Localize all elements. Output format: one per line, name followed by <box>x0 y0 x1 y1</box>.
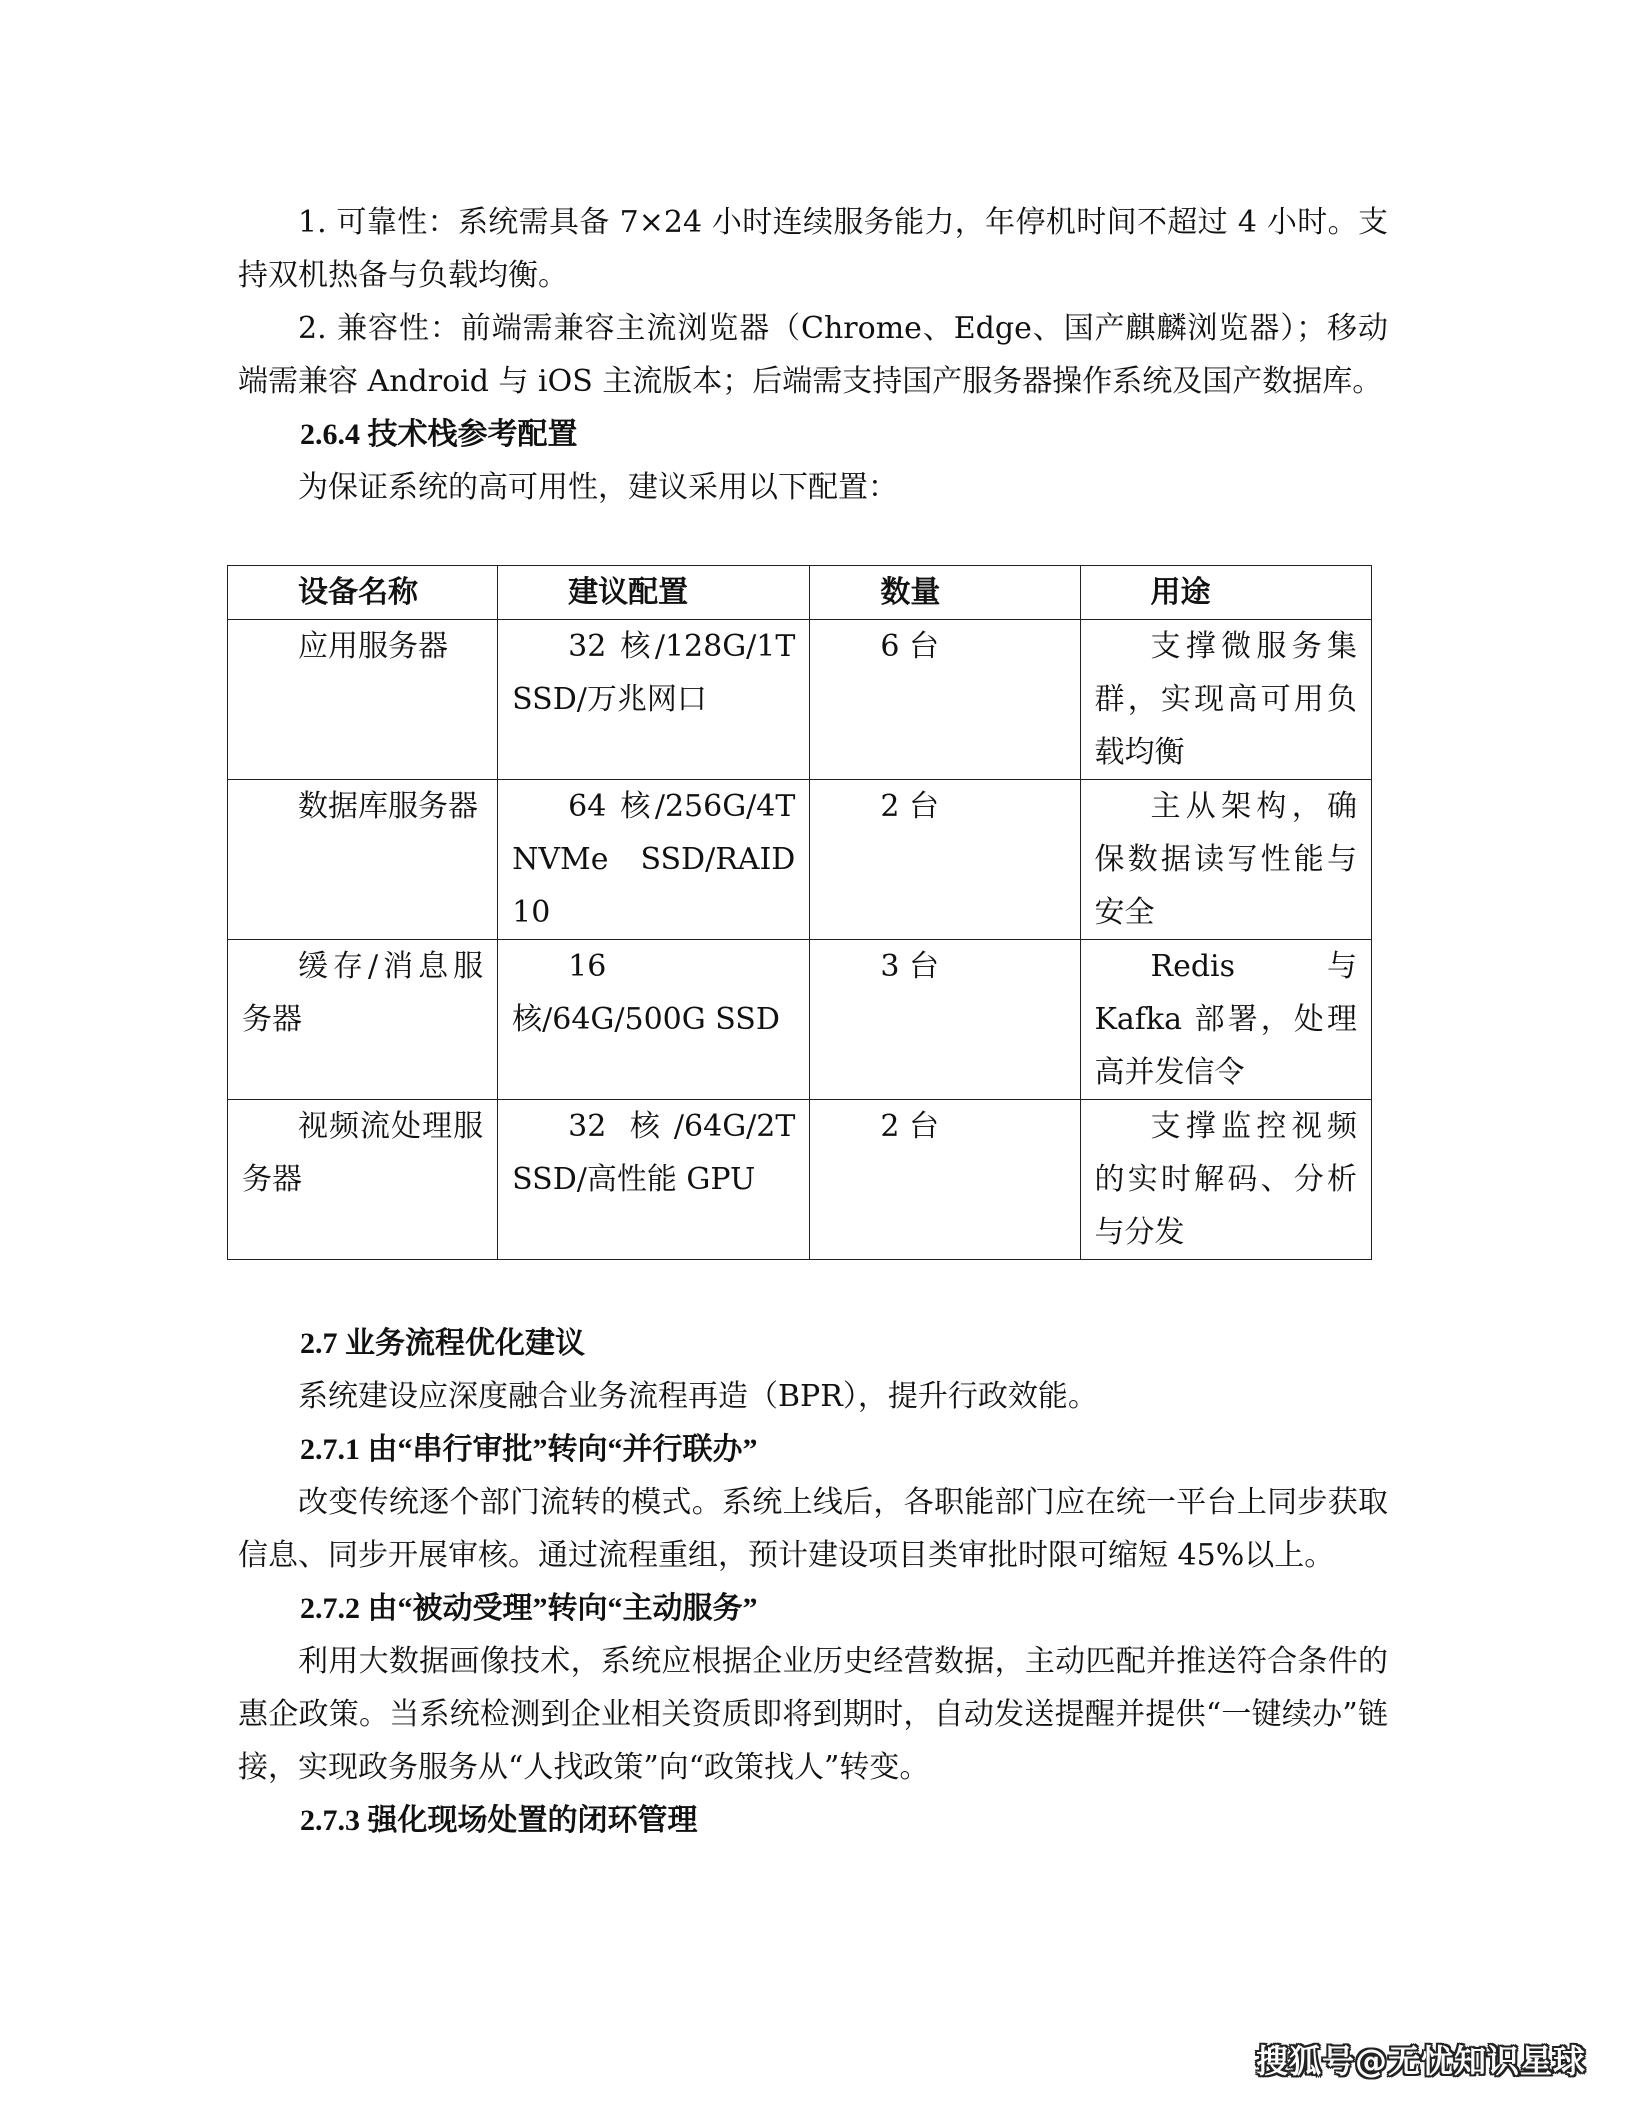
table-cell-quantity: 2 台 <box>810 1100 1080 1260</box>
section-lower <box>238 1317 1388 1847</box>
heading-2-7-1: 2.7.1 由“串行审批”转向“并行联办” <box>300 1433 758 1466</box>
table-header-purpose: 用途 <box>1080 566 1372 620</box>
heading-2-7-3: 2.7.3 强化现场处置的闭环管理 <box>300 1804 698 1837</box>
table-cell-device: 应用服务器 <box>228 620 498 780</box>
table-cell-purpose: 支撑监控视频的实时解码、分析与分发 <box>1080 1100 1372 1260</box>
paragraph-reliability: 1. 可靠性：系统需具备 7×24 小时连续服务能力，年停机时间不超过 4 小时。支持双机热备与负载均衡。 <box>238 205 1388 293</box>
table-cell-purpose: 支撑微服务集群，实现高可用负载均衡 <box>1080 620 1372 780</box>
table-cell-quantity: 2 台 <box>810 780 1080 940</box>
table-cell-quantity: 6 台 <box>810 620 1080 780</box>
table-cell-config: 64 核/256G/4T NVMe SSD/RAID 10 <box>498 780 810 940</box>
heading-2-6-4: 2.6.4 技术栈参考配置 <box>300 418 578 451</box>
table-cell-quantity: 3 台 <box>810 940 1080 1100</box>
heading-2-7: 2.7 业务流程优化建议 <box>300 1327 585 1360</box>
table-row <box>228 780 1372 940</box>
paragraph-bpr: 系统建设应深度融合业务流程再造（BPR），提升行政效能。 <box>298 1379 1098 1414</box>
table-cell-device: 缓存/消息服务器 <box>228 940 498 1100</box>
hardware-config-table <box>227 565 1372 1260</box>
paragraph-config-intro: 为保证系统的高可用性，建议采用以下配置： <box>298 470 898 505</box>
paragraph-compatibility: 2. 兼容性：前端需兼容主流浏览器（Chrome、Edge、国产麒麟浏览器）；移动端需兼容 Android 与 iOS 主流版本；后端需支持国产服务器操作系统及国产数据库。 <box>238 311 1388 399</box>
table-row <box>228 620 1372 780</box>
table-header-device: 设备名称 <box>228 566 498 620</box>
section-upper <box>238 196 1388 514</box>
table-header-row <box>228 566 1372 620</box>
table-cell-config: 32 核/128G/1T SSD/万兆网口 <box>498 620 810 780</box>
heading-2-7-2: 2.7.2 由“被动受理”转向“主动服务” <box>300 1592 758 1625</box>
table-cell-config: 32 核/64G/2T SSD/高性能 GPU <box>498 1100 810 1260</box>
table-cell-purpose: 主从架构，确保数据读写性能与安全 <box>1080 780 1372 940</box>
paragraph-proactive-service: 利用大数据画像技术，系统应根据企业历史经营数据，主动匹配并推送符合条件的惠企政策。当系统检测到企业相关资质即将到期时，自动发送提醒并提供“一键续办”链接，实现政务服务从“人找政策”向“政策找人”转变。 <box>238 1644 1388 1785</box>
table-row <box>228 940 1372 1100</box>
table-header-quantity: 数量 <box>810 566 1080 620</box>
table-cell-purpose: Redis 与 Kafka 部署，处理高并发信令 <box>1080 940 1372 1100</box>
table-cell-device: 视频流处理服务器 <box>228 1100 498 1260</box>
table-header-config: 建议配置 <box>498 566 810 620</box>
table-cell-config: 16 核/64G/500G SSD <box>498 940 810 1100</box>
table-row <box>228 1100 1372 1260</box>
paragraph-parallel-approval: 改变传统逐个部门流转的模式。系统上线后，各职能部门应在统一平台上同步获取信息、同步开展审核。通过流程重组，预计建设项目类审批时限可缩短 45%以上。 <box>238 1485 1388 1573</box>
watermark-text: 搜狐号@无忧知识星球 <box>1255 2042 1586 2080</box>
table-cell-device: 数据库服务器 <box>228 780 498 940</box>
